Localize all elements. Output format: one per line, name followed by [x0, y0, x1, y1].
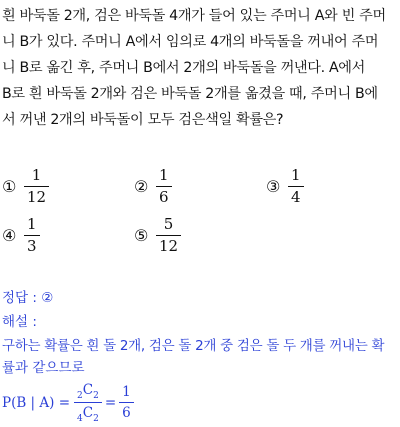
- fraction-bar: [156, 235, 181, 236]
- choice-fraction: [24, 167, 49, 206]
- choice-fraction: [156, 216, 181, 255]
- result-denominator: 6: [122, 405, 131, 421]
- numerator: 1: [291, 166, 301, 184]
- comb-pre: 2: [77, 391, 83, 401]
- choice-fraction: [24, 216, 40, 255]
- combination-denominator: [74, 405, 102, 423]
- choice-4[interactable]: [2, 216, 40, 255]
- fraction-bar: [74, 402, 102, 403]
- problem-line: 니 B로 옮긴 후, 주머니 B에서 2개의 바둑돌을 꺼낸다. A에서: [2, 60, 366, 76]
- problem-line: B로 흰 바둑돌 2개와 검은 바둑돌 2개를 옮겼을 때, 주머니 B에: [2, 86, 378, 102]
- problem-text: [2, 3, 398, 133]
- choice-number: ③: [266, 177, 281, 196]
- problem-line: 니 B가 있다. 주머니 A에서 임의로 4개의 바둑돌을 꺼내어 주머: [2, 34, 379, 50]
- explanation-line: 구하는 확률은 흰 돌 2개, 검은 돌 2개 중 검은 돌 두 개를 꺼내는 확: [2, 338, 385, 354]
- comb-pre: 4: [77, 414, 83, 424]
- formula-equals: =: [104, 394, 117, 411]
- probability-formula: [2, 382, 134, 423]
- comb-post: 2: [93, 391, 99, 401]
- numerator: 1: [159, 166, 169, 184]
- result-fraction: [119, 384, 134, 421]
- fraction-bar: [288, 186, 304, 187]
- numerator: 1: [31, 166, 42, 184]
- comb-post: 2: [93, 414, 99, 424]
- choice-3[interactable]: [266, 167, 304, 206]
- choice-number: ①: [2, 177, 17, 196]
- fraction-bar: [24, 235, 40, 236]
- choice-fraction: [156, 167, 172, 206]
- fraction-bar: [156, 186, 172, 187]
- choice-2[interactable]: [134, 167, 172, 206]
- denominator: 12: [27, 188, 47, 206]
- choice-5[interactable]: [134, 216, 181, 255]
- formula-lhs: P(B | A) =: [2, 394, 71, 411]
- explanation-line: 률과 같으므로: [2, 360, 85, 376]
- choice-number: ④: [2, 226, 17, 245]
- explanation-label: 해설 :: [2, 314, 37, 330]
- choice-number: ②: [134, 177, 149, 196]
- numerator: 5: [163, 215, 174, 233]
- answer-label: 정답 : ②: [2, 290, 54, 306]
- choice-fraction: [288, 167, 304, 206]
- fraction-bar: [119, 402, 134, 403]
- problem-line: 서 꺼낸 2개의 바둑돌이 모두 검은색일 확률은?: [2, 112, 284, 128]
- denominator: 4: [291, 188, 301, 206]
- numerator: 1: [27, 215, 37, 233]
- denominator: 12: [159, 237, 179, 255]
- combination-fraction: [74, 382, 102, 423]
- problem-line: 흰 바둑돌 2개, 검은 바둑돌 4개가 들어 있는 주머니 A와 빈 주머: [2, 8, 386, 24]
- choice-1[interactable]: [2, 167, 49, 206]
- comb-c: C: [82, 405, 94, 421]
- result-numerator: 1: [122, 384, 131, 400]
- denominator: 3: [27, 237, 37, 255]
- combination-numerator: [74, 382, 102, 400]
- comb-c: C: [82, 382, 94, 398]
- choice-number: ⑤: [134, 226, 149, 245]
- fraction-bar: [24, 186, 49, 187]
- denominator: 6: [159, 188, 169, 206]
